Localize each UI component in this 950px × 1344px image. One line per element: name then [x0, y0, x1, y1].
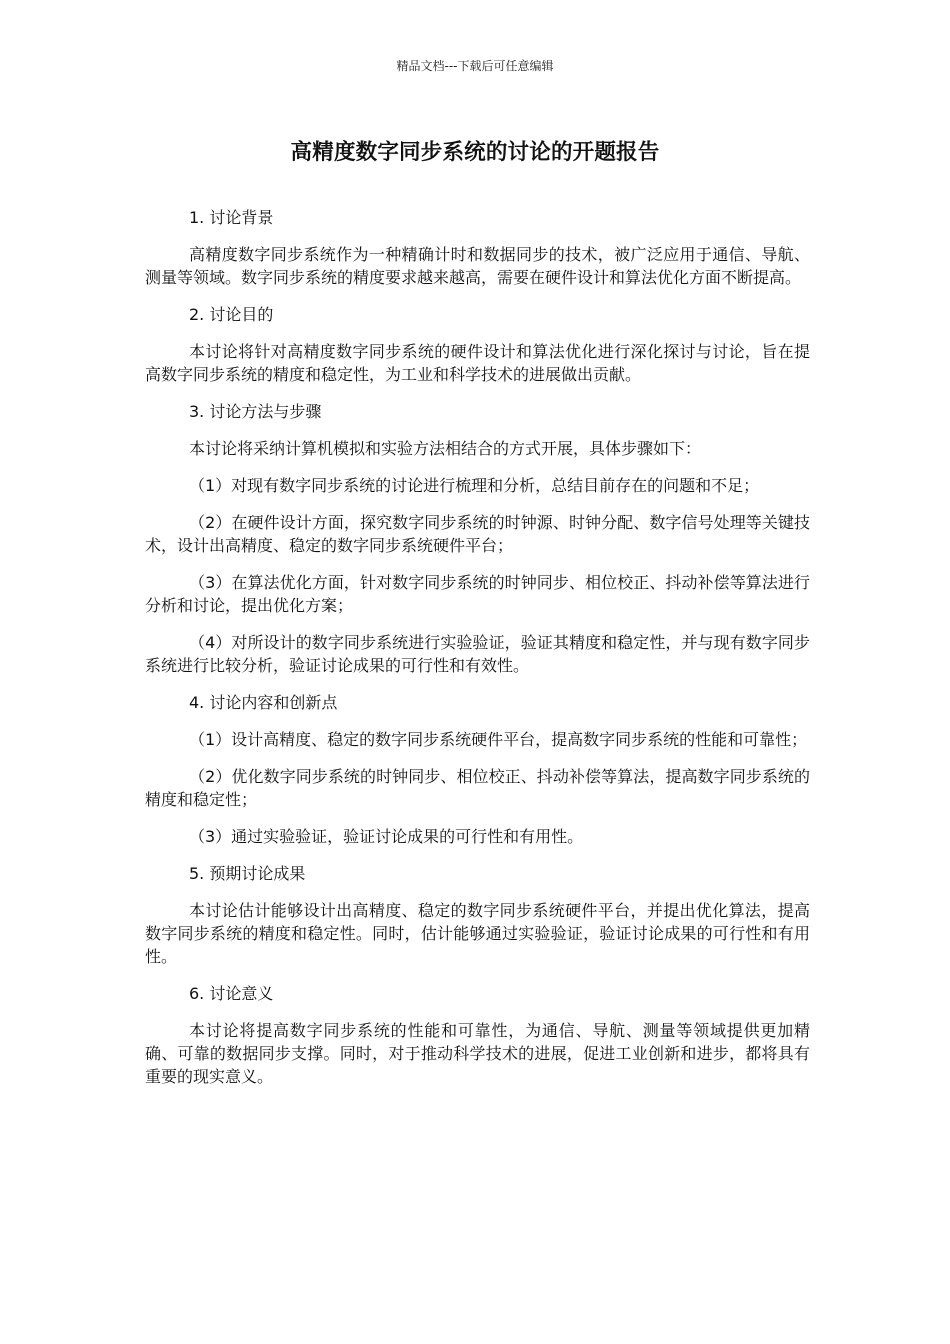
section-heading-content: 4. 讨论内容和创新点 [189, 693, 338, 712]
content-point-1: （1）设计高精度、稳定的数字同步系统硬件平台，提高数字同步系统的性能和可靠性； [189, 730, 808, 749]
results-paragraph: 本讨论估计能够设计出高精度、稳定的数字同步系统硬件平台，并提出优化算法，提高数字同步系统的精度和稳定性。同时，估计能够通过实验验证，验证讨论成果的可行性和有用性。 [145, 901, 810, 966]
background-paragraph: 高精度数字同步系统作为一种精确计时和数据同步的技术，被广泛应用于通信、导航、测量等领域。数字同步系统的精度要求越来越高，需要在硬件设计和算法优化方面不断提高。 [145, 245, 810, 287]
content-point-3: （3）通过实验验证，验证讨论成果的可行性和有用性。 [189, 827, 584, 846]
method-intro-paragraph: 本讨论将采纳计算机模拟和实验方法相结合的方式开展，具体步骤如下： [189, 439, 702, 458]
content-point-2: （2）优化数字同步系统的时钟同步、相位校正、抖动补偿等算法，提高数字同步系统的精度和稳定性； [145, 767, 810, 809]
section-heading-purpose: 2. 讨论目的 [189, 305, 274, 324]
method-step-1: （1）对现有数字同步系统的讨论进行梳理和分析，总结目前存在的问题和不足； [189, 476, 760, 495]
method-step-3: （3）在算法优化方面，针对数字同步系统的时钟同步、相位校正、抖动补偿等算法进行分析和讨论，提出优化方案； [145, 573, 810, 615]
section-heading-results: 5. 预期讨论成果 [189, 864, 306, 883]
method-step-2: （2）在硬件设计方面，探究数字同步系统的时钟源、时钟分配、数字信号处理等关键技术，设计出高精度、稳定的数字同步系统硬件平台； [145, 513, 810, 555]
purpose-paragraph: 本讨论将针对高精度数字同步系统的硬件设计和算法优化进行深化探讨与讨论，旨在提高数字同步系统的精度和稳定性，为工业和科学技术的进展做出贡献。 [145, 342, 810, 384]
section-heading-significance: 6. 讨论意义 [189, 984, 274, 1003]
section-heading-method: 3. 讨论方法与步骤 [189, 402, 322, 421]
significance-paragraph: 本讨论将提高数字同步系统的性能和可靠性，为通信、导航、测量等领域提供更加精确、可靠的数据同步支撑。同时，对于推动科学技术的进展，促进工业创新和进步，都将具有重要的现实意义。 [145, 1021, 810, 1086]
section-heading-background: 1. 讨论背景 [189, 208, 274, 227]
document-body [145, 206, 810, 1102]
document-title: 高精度数字同步系统的讨论的开题报告 [290, 140, 660, 165]
method-step-4: （4）对所设计的数字同步系统进行实验验证，验证其精度和稳定性，并与现有数字同步系统进行比较分析，验证讨论成果的可行性和有效性。 [145, 633, 810, 675]
page-header: 精品文档---下载后可任意编辑 [396, 59, 554, 73]
